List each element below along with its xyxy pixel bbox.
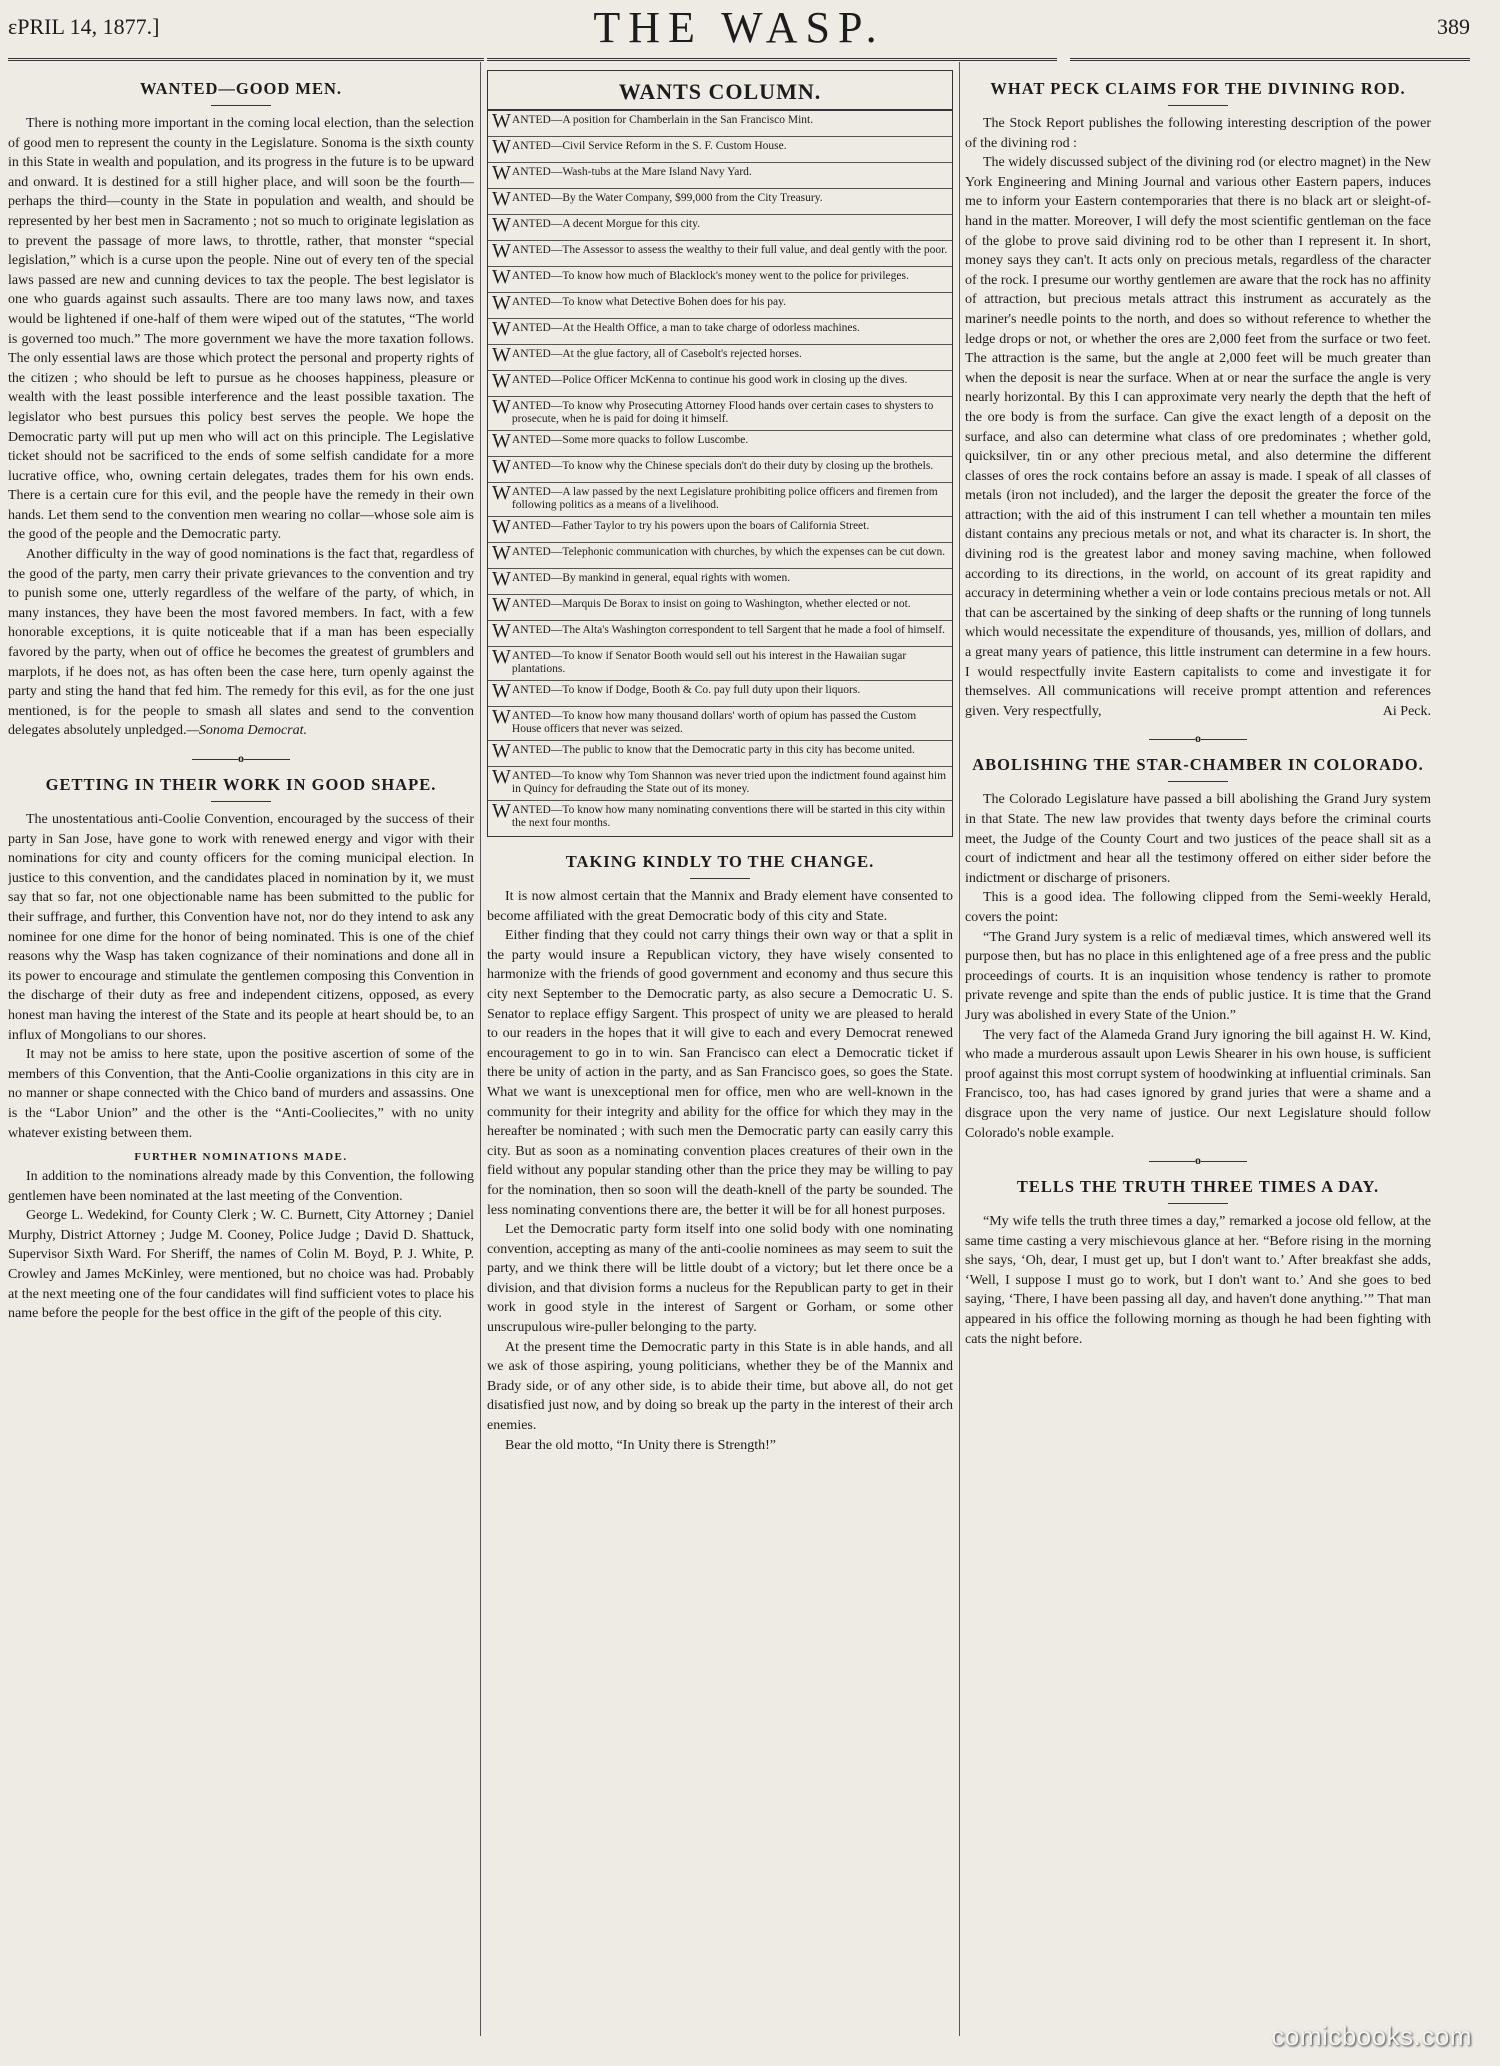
wants-item-text: ANTED—Police Officer McKenna to continue his good work in closing up the dives. [511, 374, 908, 386]
wants-item-text: ANTED—By mankind in general, equal rights with women. [511, 572, 791, 584]
drop-cap-w: W [492, 482, 511, 504]
masthead [8, 4, 1470, 62]
wants-item-text: ANTED—Some more quacks to follow Luscombe. [511, 434, 749, 446]
section-separator: o [965, 1153, 1431, 1168]
drop-cap-w: W [492, 396, 511, 418]
drop-cap-w: W [492, 214, 511, 236]
article-paragraph: The Colorado Legislature have passed a bill abolishing the Grand Jury system in that State. The new law provides that twenty days before the criminal courts meet, the Judge of the County Court and two justices of the peace shall sit as a court of indictment and hear all the testimony offered on either sider before the indictment or discharge of prisoners. [965, 792, 1431, 886]
headline-rule [211, 801, 271, 802]
wants-item [488, 517, 952, 543]
wants-item [488, 741, 952, 767]
headline-rule [690, 878, 750, 879]
wants-item-text: ANTED—At the glue factory, all of Casebolt's rejected horses. [511, 348, 802, 360]
drop-cap-w: W [492, 706, 511, 728]
column-divider-1 [480, 62, 481, 2036]
wants-item [488, 397, 952, 431]
drop-cap-w: W [492, 370, 511, 392]
article-paragraph: Let the Democratic party form itself into one solid body with one nominating convention, accepting as many of the anti-coolie nominees as may seem to suit the party, and we think there will be little doubt of a victory; but let there once be a division, and that division forms a nucleus for the Republican party to get in their work in good style in the interest of Sargent or Gorham, or some other unscrupulous wire-puller belonging to the party. [487, 1222, 953, 1336]
wants-item [488, 647, 952, 681]
article-text: The widely discussed subject of the divining rod (or electro magnet) in the New York Engineering and Mining Journal and various other Eastern papers, induces me to inform your Eastern contemporaries that there is no black art or sleight-of-hand in the matter. Moreover, I will defy the most scientific gentleman on the face of the globe to prove said divining rod to be other than I represent it. In short, money says they can't. It acts only on precious metals, regardless of the character of the rock. I presume our worthy gentlemen are aware that the rock has no affinity of attraction, but precious metals attract this instrument as accurately as the mariner's needle points to the north, and does so without reference to whether the ledge drops or not, or whether the ores are 2,000 feet from the surface or two feet. The attraction is the same, but the angle at 2,000 feet will be much greater than when the deposit is near the surface. When at or near the surface the angle is very nearly horizontal. By this I can approximate very nearly the depth that the heft of the ore body is from the surface. Can give the exact length of a deposit on the surface, and also can determine what class of ore predominates ; whether gold, quicksilver, tin or any other precious metal, and also determine the different classes of ores the rock contains before an assay is made. I speak of all classes of metals (iron not included), and the larger the deposit the greater the force of the attraction; with the aid of this instrument I can tell whether a mountain ten miles distant contains any precious metals or not, and what its character is. In short, the divining rod is the greatest labor and money saving machine, when followed according to its directions, in the world, on account of its great rapidity and accuracy in determining whether a vein or lode contains precious metals or not. All that can be ascertained by the sinking of deep shafts or the running of long tunnels which would necessitate the expenditure of thousands, yes, million of dollars, and a great many years of patience, this little instrument can determine in a few hours. I would respectfully invite Eastern capitalists to come and investigate it for themselves. All communications will receive prompt attention and references given. Very respectfully, [965, 155, 1431, 719]
wants-column-box [487, 70, 953, 837]
subheading-further-nominations: FURTHER NOMINATIONS MADE. [134, 1151, 348, 1164]
drop-cap-w: W [492, 646, 511, 668]
article-paragraph: George L. Wedekind, for County Clerk ; W. C. Burnett, City Attorney ; Daniel Murphy, District Attorney ; Judge M. Cooney, Police Judge ; David D. Shattuck, Supervisor Sixth Ward. For Sheriff, the names of Colin M. Boyd, P. J. White, P. Crowley and James McKinley, were mentioned, but no choice was had. Probably at the next meeting one of the four candidates will find sufficient votes to place his name before the people for the best office in the gift of the people of this city. [8, 1208, 474, 1322]
drop-cap-w: W [492, 292, 511, 314]
wants-item-text: ANTED—The Alta's Washington correspondent to tell Sargent that he made a fool of himself. [511, 624, 946, 636]
article-paragraph: Either finding that they could not carry things their own way or that a split in the party would insure a Republican victory, they have wisely consented to harmonize with the friends of good government and economy and thus secure this city next September to the Democratic party, as also secure a Democratic U. S. Senator to replace effigy Sargent. This prospect of unity we are pleased to herald to our readers in the hopes that it will give to each and every Democrat renewed encouragement to go in to win. San Francisco can elect a Democratic ticket if there be unity of action in the party, and as San Francisco goes, so goes the State. What we want is unexceptional men for office, men who are well-known in the community for their integrity and ability for the office for which they may in the hereafter be nominated ; with such men the Democratic party can easily carry this city. But as soon as a nominating convention places creatures of their own in the field without any popular standing other than the price they may be willing to pay for the nomination, then so soon will the death-knell of the party be sounded. The less nominating conventions there are, the better it will be for all honest purposes. [487, 928, 953, 1218]
drop-cap-w: W [492, 188, 511, 210]
headline-star-chamber: ABOLISHING THE STAR-CHAMBER IN COLORADO. [972, 755, 1424, 775]
drop-cap-w: W [492, 542, 511, 564]
wants-item-text: ANTED—At the Health Office, a man to take charge of odorless machines. [511, 322, 860, 334]
wants-item [488, 111, 952, 137]
wants-item-text: ANTED—A position for Chamberlain in the San Francisco Mint. [511, 114, 814, 126]
headline-wanted-good-men: WANTED—GOOD MEN. [139, 79, 343, 98]
wants-item [488, 431, 952, 457]
drop-cap-w: W [492, 620, 511, 642]
drop-cap-w: W [492, 766, 511, 788]
wants-list [488, 111, 952, 834]
wants-item [488, 483, 952, 517]
section-separator: o [8, 751, 474, 766]
article-paragraph: There is nothing more important in the coming local election, than the selection of good men to represent the county in the Legislature. Sonoma is the sixth county in this State in wealth and population, and its progress in the future is to be upward and onward. It is destined for a still higher place, and will soon be the fourth—perhaps the third—county in the State in population and wealth, and should be represented by her best men in Sacramento ; not so much to originate legislation as to prevent the passage of more laws, to throttle, rather, that monster “special legislation,” which is a curse upon the people. Nine out of every ten of the special laws passed are new and cunning devices to tax the people. The best legislator is one who guards against such assaults. There are too many laws now, and taxes would be lightened if one-half of them were wiped out of the statutes, “The world is governed too much.” The more government we have the more taxation follows. The only essential laws are those which protect the personal and property rights of the citizen ; who should be left to pursue as he chooses happiness, pleasure or wealth with the least possible interference and the least possible taxation. The legislator who best pursues this policy best serves the people. We hope the Democratic party will put up men who will act on this principle. The Legislative ticket should not be sacrificed to the ends of some selfish candidate for a more lucrative office, who, owning certain delegates, trades them for his own ends. There is a certain cure for this evil, and the people have the remedy in their own hands. Let them send to the convention men wearing no collar—whose sole aim is the good of the people and the Democratic party. [8, 116, 474, 543]
headline-rule [1168, 781, 1228, 782]
section-separator: o [965, 731, 1431, 746]
drop-cap-w: W [492, 740, 511, 762]
drop-cap-w: W [492, 594, 511, 616]
article-paragraph: In addition to the nominations already made by this Convention, the following gentlemen have been nominated at the last meeting of the Convention. [8, 1169, 474, 1204]
wants-item [488, 241, 952, 267]
wants-item-text: ANTED—By the Water Company, $99,000 from the City Treasury. [511, 192, 823, 204]
article-source: —Sonoma Democrat. [186, 723, 307, 739]
article-paragraph [965, 153, 1431, 721]
article-paragraph: Bear the old motto, “In Unity there is Strength!” [505, 1437, 776, 1453]
wants-item [488, 767, 952, 801]
wants-item-text: ANTED—The Assessor to assess the wealthy to their full value, and deal gently with the poor. [511, 244, 948, 256]
article-paragraph: “The Grand Jury system is a relic of mediæval times, which answered well its purpose then, but has no place in this enlightened age of a free press and the public proceedings of courts. It is an inquisition whose tendency is rather to promote private revenge and spite than the ends of public justice. It is time that the Grand Jury was abolished in every State of the Union.” [965, 929, 1431, 1023]
wants-item-text: ANTED—To know why Tom Shannon was never tried upon the indictment found against him in Quincy for defrauding the State out of its money. [511, 770, 947, 795]
wants-item [488, 137, 952, 163]
article-paragraph: “My wife tells the truth three times a day,” remarked a jocose old fellow, at the same time casting a very mischievous glance at her. “Before rising in the morning she says, ‘Oh, dear, I must get up, but I don't want to.’ After breakfast she adds, ‘Well, I suppose I must go to work, but I don't want to.’ And she goes to bed saying, ‘There, I have been passing all day, and haven't done anything.’” That man appeared in his office the following morning as though he had been fighting with cats the night before. [965, 1214, 1431, 1347]
wants-item-text: ANTED—A law passed by the next Legislature prohibiting police officers and firemen from following politics as a means of a livelihood. [511, 486, 938, 511]
headline-rule [1168, 105, 1228, 106]
drop-cap-w: W [492, 800, 511, 822]
masthead-rule-left [8, 58, 484, 61]
drop-cap-w: W [492, 516, 511, 538]
wants-item-text: ANTED—To know why Prosecuting Attorney Flood hands over certain cases to shysters to prosecute, when he is paid for doing it himself. [511, 400, 934, 425]
wants-item [488, 189, 952, 215]
wants-item [488, 293, 952, 319]
drop-cap-w: W [492, 162, 511, 184]
wants-item [488, 319, 952, 345]
drop-cap-w: W [492, 430, 511, 452]
wants-item [488, 543, 952, 569]
column-1 [8, 70, 474, 2026]
headline-rule [211, 105, 271, 106]
headline-getting-in-their-work: GETTING IN THEIR WORK IN GOOD SHAPE. [45, 775, 437, 794]
wants-item-text: ANTED—Telephonic communication with churches, by which the expenses can be cut down. [511, 546, 946, 558]
wants-item [488, 621, 952, 647]
watermark: comicbooks.com [1271, 2021, 1472, 2051]
wants-item [488, 215, 952, 241]
drop-cap-w: W [492, 266, 511, 288]
article-paragraph: At the present time the Democratic party in this State is in able hands, and all we ask of those aspiring, young politicians, whether they be of the Mannix and Brady side, or of any other side, is to abide their time, but above all, do not get disatisfied just now, and by doing so break up the party in the interest of their arch enemies. [487, 1339, 953, 1434]
drop-cap-w: W [492, 456, 511, 478]
wants-item-text: ANTED—A decent Morgue for this city. [511, 218, 701, 230]
wants-item [488, 569, 952, 595]
drop-cap-w: W [492, 680, 511, 702]
issue-date: ɛPRIL 14, 1877.] [8, 14, 160, 39]
article-text: Another difficulty in the way of good nominations is the fact that, regardless of the good of the party, men carry their private grievances to the convention and try to punish some one, utterly regardless of the welfare of the party, of which, in many instances, they have been the most favored members. In fact, with a few honorable exceptions, it is quite noticeable that if a man has been especially favored by the party, when out of office he becomes the greatest of grumblers and marplots, if he does not, as has often been the case here, turn openly against the party and sting the hand that fed him. The remedy for this evil, as for the one just mentioned, is for the people to smash all slates and send to the convention delegates absolutely unpledged. [8, 547, 474, 739]
wants-item [488, 345, 952, 371]
drop-cap-w: W [492, 136, 511, 158]
wants-item [488, 681, 952, 707]
wants-item-text: ANTED—The public to know that the Democratic party in this city has become united. [511, 744, 915, 756]
headline-tells-the-truth: TELLS THE TRUTH THREE TIMES A DAY. [1016, 1177, 1380, 1197]
wants-item-text: ANTED—To know if Dodge, Booth & Co. pay full duty upon their liquors. [511, 684, 861, 696]
wants-item-text: ANTED—Father Taylor to try his powers upon the boars of California Street. [511, 520, 870, 532]
drop-cap-w: W [492, 110, 511, 132]
wants-item-text: ANTED—Wash-tubs at the Mare Island Navy Yard. [511, 166, 752, 178]
drop-cap-w: W [492, 318, 511, 340]
masthead-rule-middle [487, 58, 1057, 61]
column-3 [965, 70, 1431, 2026]
drop-cap-w: W [492, 568, 511, 590]
article-paragraph [8, 545, 474, 741]
article-paragraph: The unostentatious anti-Coolie Convention, encouraged by the success of their party in San Jose, have gone to work with renewed energy and vigor with their nominations for city and county officers for the coming municipal election. In justice to this convention, and the candidates placed in nomination by it, we must say that so far, not one objectionable name has been submitted to the public for their suffrage, and further, this Convention have not, nor do they intend to ask any nominee for one dime for the honor of being nominated. This is one of the chief reasons why the Wasp has taken cognizance of their nominations and done all in its power to encourage and stimulate the gentlemen composing this Convention in the discharge of their duty as free and independent citizens, opposed, as every honest man having the interest of the State and its people at heart should be, to an influx of Mongolians to our shores. [8, 812, 474, 1043]
column-2 [487, 70, 953, 2026]
article-paragraph: The Stock Report publishes the following interesting description of the power of the divining rod : [965, 116, 1431, 151]
headline-taking-kindly: TAKING KINDLY TO THE CHANGE. [565, 852, 875, 871]
wants-item-text: ANTED—To know what Detective Bohen does for his pay. [511, 296, 786, 308]
page-number: 389 [1437, 14, 1470, 39]
drop-cap-w: W [492, 240, 511, 262]
wants-item [488, 267, 952, 293]
wants-item-text: ANTED—To know how much of Blacklock's money went to the police for privileges. [511, 270, 909, 282]
wants-item-text: ANTED—To know if Senator Booth would sell out his interest in the Hawaiian sugar plantations. [511, 650, 907, 675]
wants-item [488, 595, 952, 621]
wants-item [488, 707, 952, 741]
wants-item-text: ANTED—Civil Service Reform in the S. F. Custom House. [511, 140, 787, 152]
wants-item [488, 801, 952, 834]
wants-item-text: ANTED—Marquis De Borax to insist on going to Washington, whether elected or not. [511, 598, 911, 610]
article-paragraph: The very fact of the Alameda Grand Jury ignoring the bill against H. W. Kind, who made a murderous assault upon Lewis Shearer in his own house, is sufficient proof against this most corrupt system of hoodwinking at influential criminals. San Francisco, too, has had cases ignored by grand juries that were a shame and a disgrace upon the very name of justice. Our next Legislature should follow Colorado's noble example. [965, 1027, 1431, 1141]
column-divider-2 [959, 62, 960, 2036]
article-paragraph: It may not be amiss to here state, upon the positive ascertion of some of the members of this Convention, that the Anti-Coolie organizations in this city are in no manner or shape connected with the Chico band of murders and assassins. One is the “Labor Union” and the other is the “Anti-Cooliecites,” with no unity whatever existing between them. [8, 1047, 474, 1141]
wants-item [488, 457, 952, 483]
wants-item [488, 163, 952, 189]
article-signature: Ai Peck. [1382, 703, 1431, 719]
article-paragraph: It is now almost certain that the Mannix and Brady element have consented to become affiliated with the great Democratic body of this city and State. [487, 889, 953, 924]
wants-item-text: ANTED—To know why the Chinese specials don't do their duty by closing up the brothels. [511, 460, 934, 472]
wants-item-text: ANTED—To know how many nominating conventions there will be started in this city within the next four months. [511, 804, 946, 829]
wants-item-text: ANTED—To know how many thousand dollars' worth of opium has passed the Custom House officers that never was seized. [511, 710, 917, 735]
wants-column-title: WANTS COLUMN. [488, 73, 952, 111]
headline-rule [1168, 1203, 1228, 1204]
headline-divining-rod: WHAT PECK CLAIMS FOR THE DIVINING ROD. [990, 79, 1406, 98]
article-paragraph: This is a good idea. The following clipped from the Semi-weekly Herald, covers the point: [965, 890, 1431, 925]
wants-item [488, 371, 952, 397]
masthead-rule-right [1070, 58, 1470, 61]
drop-cap-w: W [492, 344, 511, 366]
newspaper-title: THE WASP. [593, 3, 885, 52]
